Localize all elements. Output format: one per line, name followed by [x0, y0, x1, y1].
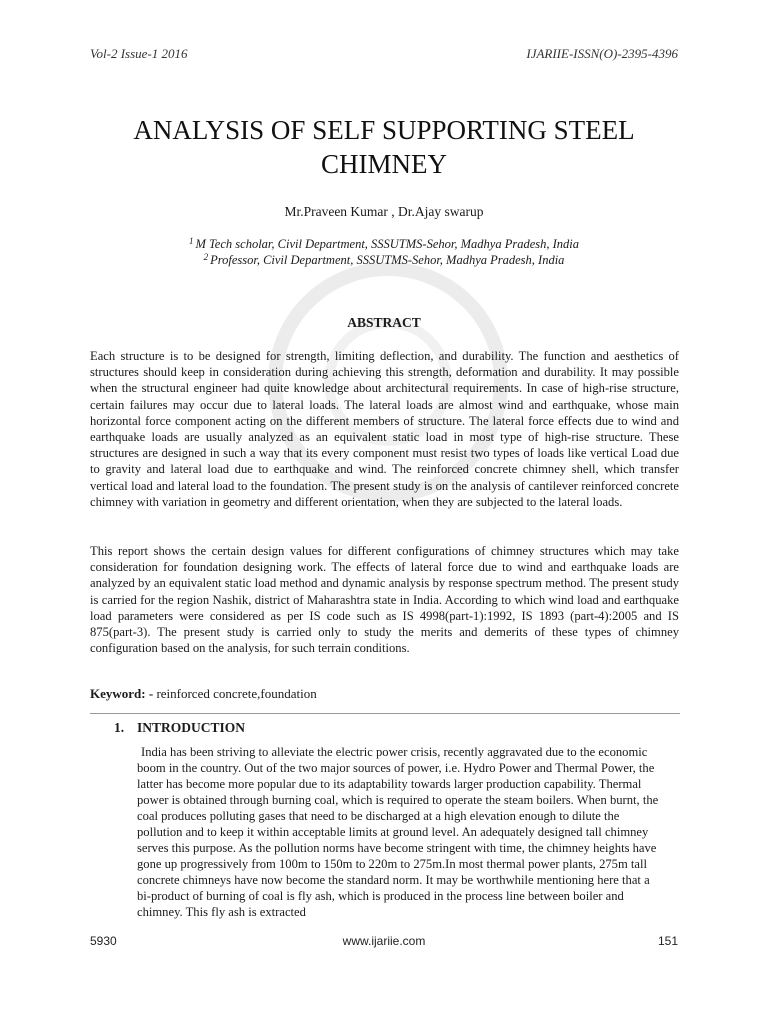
affiliation-2: [0, 252, 768, 268]
section-heading: [114, 720, 245, 736]
affiliation-1-text: M Tech scholar, Civil Department, SSSUTMS-Sehor, Madhya Pradesh, India: [195, 237, 580, 251]
keywords-text: reinforced concrete,foundation: [153, 686, 317, 701]
section-divider: [90, 713, 680, 714]
abstract-heading: ABSTRACT: [347, 315, 421, 330]
abstract-paragraph-1: Each structure is to be designed for strength, limiting deflection, and durability. The function and aesthetics of structures should keep in consideration during achieving this strength, deformation and durability. It may possible when the structural engineer had quite knowledge about architectural requirements. In case of high-rise structure, certain failures may occur due to lateral loads. The lateral loads are almost wind and earthquake, whose main horizontal force component acting on the different members of structure. The lateral force effects due to wind and earthquake loads are usually analyzed as an equivalent static load in most type of high-rise structure. These structures are designed in such a way that its every component must resist two types of loads like vertical Load due to gravity and lateral load due to earthquake and wind. The reinforced concrete chimney shell, which transfer vertical load and lateral load to the foundation. The present study is on the analysis of cantilever reinforced concrete chimney with variation in geometry and different orientation, when they are subjected to the lateral loads.: [90, 349, 679, 509]
header-issn: IJARIIE-ISSN(O)-2395-4396: [526, 46, 678, 61]
footer-website-link[interactable]: www.ijariie.com: [342, 934, 426, 948]
affiliation-1-marker: 1: [188, 236, 194, 246]
introduction-paragraph: India has been striving to alleviate the electric power crisis, recently aggravated due to the economic boom in the country. Out of the two major sources of power, i.e. Hydro Power and Thermal Power, the latter has become more popular due to its adaptability towards larger production capability. Thermal power is obtained through burning coal, which is required to operate the steam boilers. When burnt, the coal produces polluting gases that need to be discharged at a high elevation enough to dilute the pollution and to keep it within acceptable limits at ground level. An adequately designed tall chimney serves this purpose. As the pollution norms have become stringent with time, the chimney heights have gone up progressively from 100m to 150m to 220m to 275m.In most thermal power plants, 275m tall concrete chimneys have now become the standard norm. It may be worthwhile mentioning here that a bi-product of burning of coal is fly ash, which is produced in the process line between boiler and chimney. This fly ash is extracted: [137, 745, 659, 919]
keywords-label: Keyword: -: [90, 686, 154, 701]
affiliation-1: [0, 236, 768, 252]
section-number: 1.: [114, 720, 125, 735]
header-volume: Vol-2 Issue-1 2016: [90, 46, 188, 61]
keywords: [90, 686, 317, 702]
abstract-paragraph-2: This report shows the certain design values for different configurations of chimney structures which may take consideration for foundation designing work. The effects of lateral force due to wind and earthquake loads are analyzed by an equivalent static load method and dynamic analysis by response spectrum method. The present study is carried for the region Nashik, district of Maharashtra state in India. According to which wind load and earthquake load parameters were considered as per IS code such as IS 4998(part-1):1992, IS 1893 (part-4):2005 and IS 875(part-3). The present study is carried only to study the merits and demerits of these types of chimney configuration based on the analysis, for such terrain conditions.: [90, 544, 679, 656]
affiliation-2-marker: 2: [203, 252, 209, 262]
author-list: Mr.Praveen Kumar , Dr.Ajay swarup: [284, 204, 484, 219]
paper-title-line-1: ANALYSIS OF SELF SUPPORTING STEEL: [133, 115, 635, 145]
affiliation-2-text: Professor, Civil Department, SSSUTMS-Sehor, Madhya Pradesh, India: [210, 253, 565, 267]
footer-paper-id: 5930: [90, 934, 117, 948]
footer-page-number: 151: [657, 934, 678, 948]
paper-title: [60, 113, 708, 181]
paper-title-line-2: CHIMNEY: [321, 149, 447, 179]
section-title: INTRODUCTION: [137, 720, 246, 735]
